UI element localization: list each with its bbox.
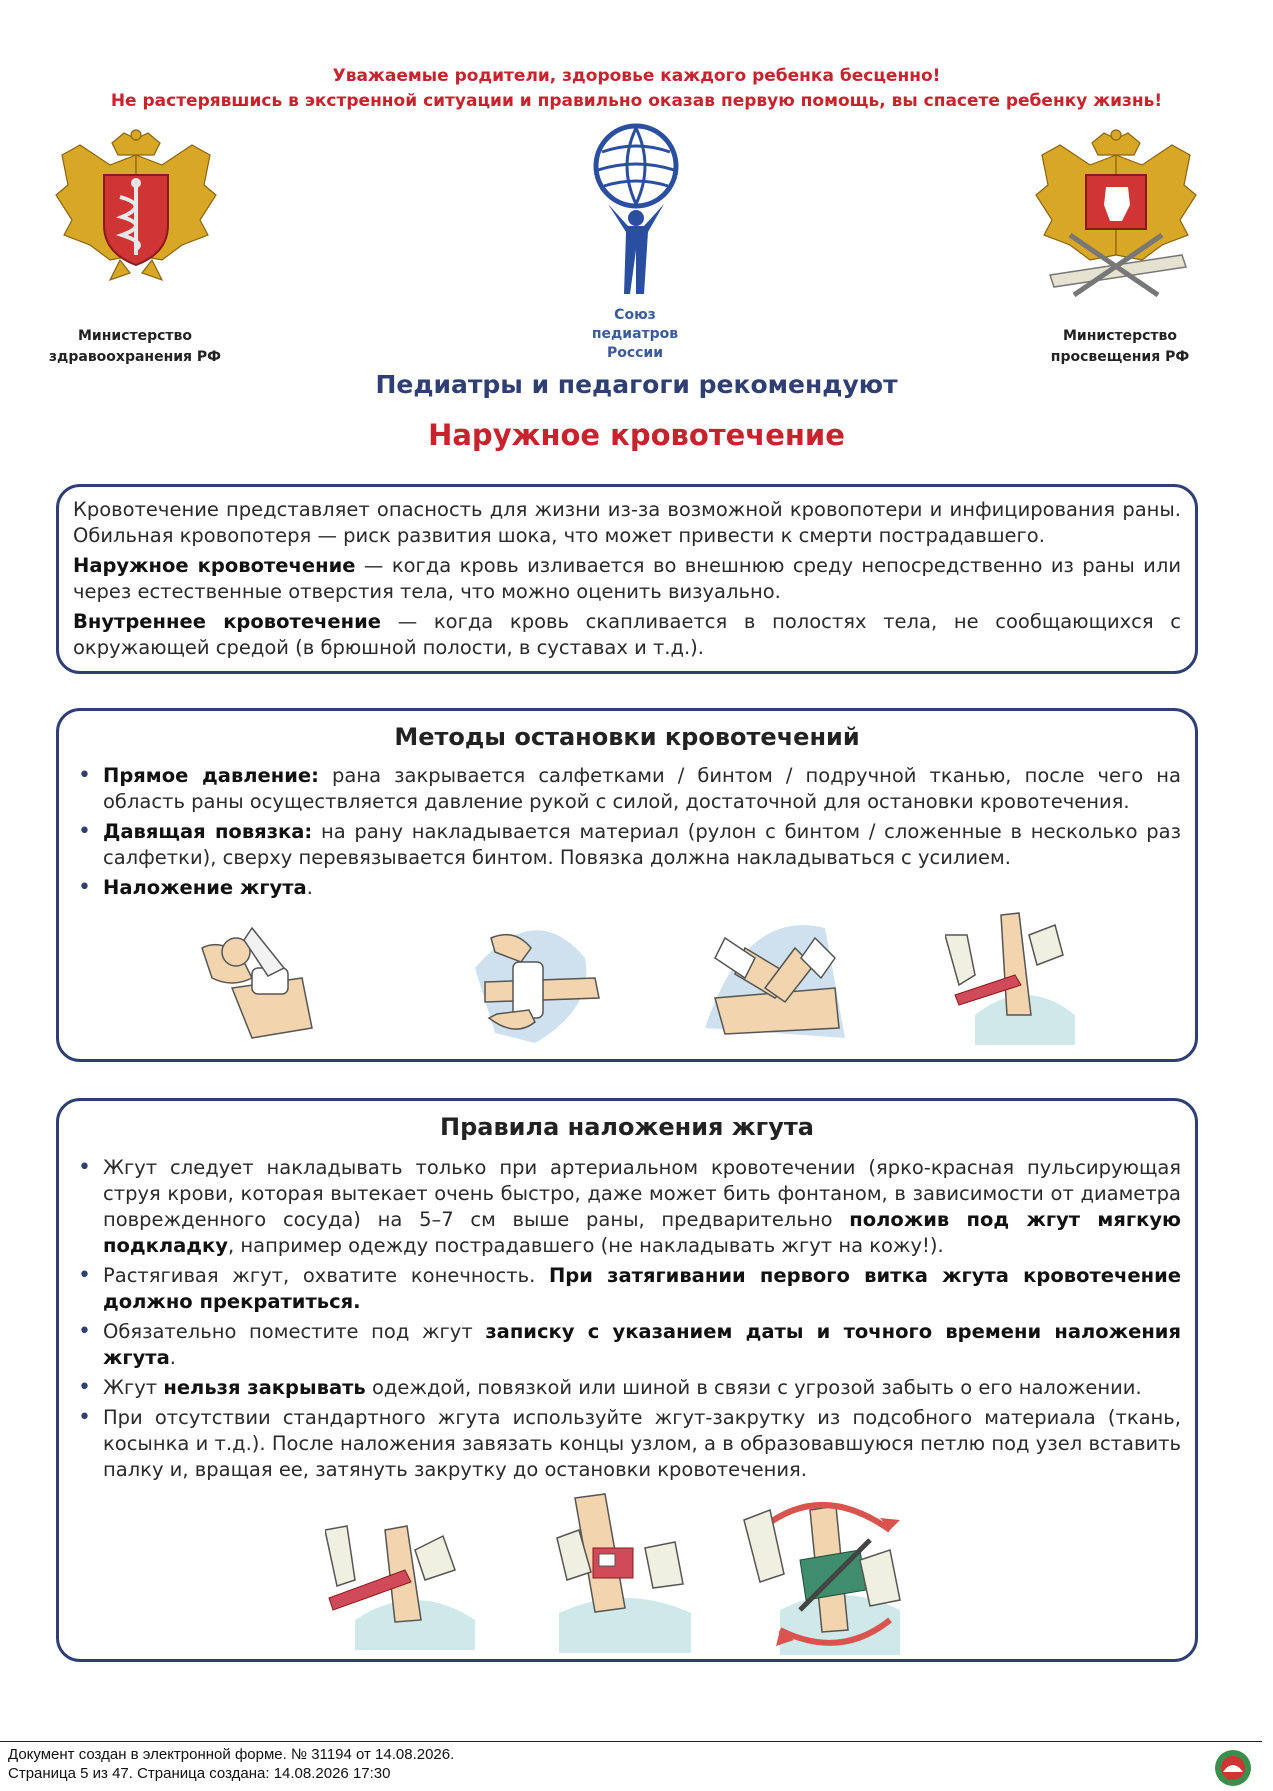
ministry-education-caption: Министерство просвещения РФ [1050, 328, 1190, 365]
intro-paragraph-3: Внутреннее кровотечение — когда кровь скапливается в полостях тела, не сообщающихся с окружающей средой (в брюшной полости, в суставах и т.д.). [73, 610, 1182, 659]
subtitle: Педиатры и педагоги рекомендуют [375, 370, 898, 399]
tourniquet-step-2-illustration-icon [555, 1488, 695, 1653]
union-pediatricians-logo-icon [578, 122, 694, 298]
page-title: Наружное кровотечение [428, 418, 845, 452]
rule-5: • При отсутствии стандартного жгута используйте жгут-закрутку из подсобного материала (ткань, косынка и т.д.). После наложения завязать концы узлом, а в образовавшуюся петлю под узел вставить палку и, вращая ее, затянуть закрутку до остановки кровотечения. [103, 1405, 1181, 1483]
rules-heading: Правила наложения жгута [440, 1113, 814, 1141]
intro-paragraph-2: Наружное кровотечение — когда кровь изливается во внешнюю среду непосредственно из раны или через естественные отверстия тела, что можно оценить визуально. [73, 554, 1181, 603]
intro-box [56, 484, 1198, 674]
compression-illustration-icon [705, 918, 845, 1048]
method-tourniquet: • Наложение жгута. [103, 875, 1181, 901]
union-pediatricians-caption: Союз педиатров России [591, 307, 679, 361]
header-line-2: Не растерявшись в экстренной ситуации и правильно оказав первую помощь, вы спасете ребенку жизнь! [110, 91, 1163, 111]
ministry-health-caption: Министерство здравоохранения РФ [48, 328, 222, 365]
footer-line-1: Документ создан в электронной форме. № 31194 от 14.08.2026. [8, 1746, 455, 1763]
intro-paragraph-1: Кровотечение представляет опасность для жизни из-за возможной кровопотери и инфицирования раны. Обильная кровопотеря — риск развития шока, что может привести к смерти пострадавшего. [73, 498, 1181, 547]
rule-1: • Жгут следует накладывать только при артериальном кровотечении (ярко-красная пульсирующая струя крови, которая вытекает очень быстро, даже может бить фонтаном, в зависимости от диаметра поврежденного сосуда) на 5–7 см выше раны, предварительно положив под жгут мягкую подкладку, например одежду пострадавшего (не накладывать жгут на кожу!). [103, 1155, 1181, 1259]
pressure-bandage-illustration-icon [475, 918, 605, 1048]
ministry-health-emblem-icon [50, 125, 222, 285]
tourniquet-step-3-illustration-icon [740, 1490, 910, 1655]
rule-3: • Обязательно поместите под жгут записку с указанием даты и точного времени наложения жгута. [103, 1319, 1181, 1371]
footer-line-2: Страница 5 из 47. Страница создана: 14.08.2026 17:30 [8, 1765, 391, 1782]
rule-4: • Жгут нельзя закрывать одеждой, повязкой или шиной в связи с угрозой забыть о его наложении. [103, 1375, 1181, 1401]
tatarstan-emblem-icon [1213, 1748, 1253, 1788]
tourniquet-step-1-illustration-icon [325, 1510, 475, 1650]
direct-pressure-illustration-icon [192, 918, 322, 1048]
header-line-1: Уважаемые родители, здоровье каждого ребенка бесценно! [332, 66, 941, 86]
methods-heading: Методы остановки кровотечений [394, 723, 860, 751]
footer-divider [0, 1741, 1262, 1742]
ministry-education-emblem-icon [1030, 125, 1202, 310]
footer-info [8, 1745, 454, 1783]
rule-2: • Растягивая жгут, охватите конечность. При затягивании первого витка жгута кровотечение должно прекратиться. [103, 1263, 1181, 1315]
method-direct-pressure: • Прямое давление: рана закрывается салфетками / бинтом / подручной тканью, после чего на область раны осуществляется давление рукой с силой, достаточной для остановки кровотечения. [103, 763, 1181, 815]
tourniquet-illustration-icon [945, 905, 1085, 1045]
method-pressure-bandage: • Давящая повязка: на рану накладывается материал (рулон с бинтом / сложенные в несколько раз салфетки), сверху перевязывается бинтом. Повязка должна накладываться с усилием. [103, 819, 1181, 871]
